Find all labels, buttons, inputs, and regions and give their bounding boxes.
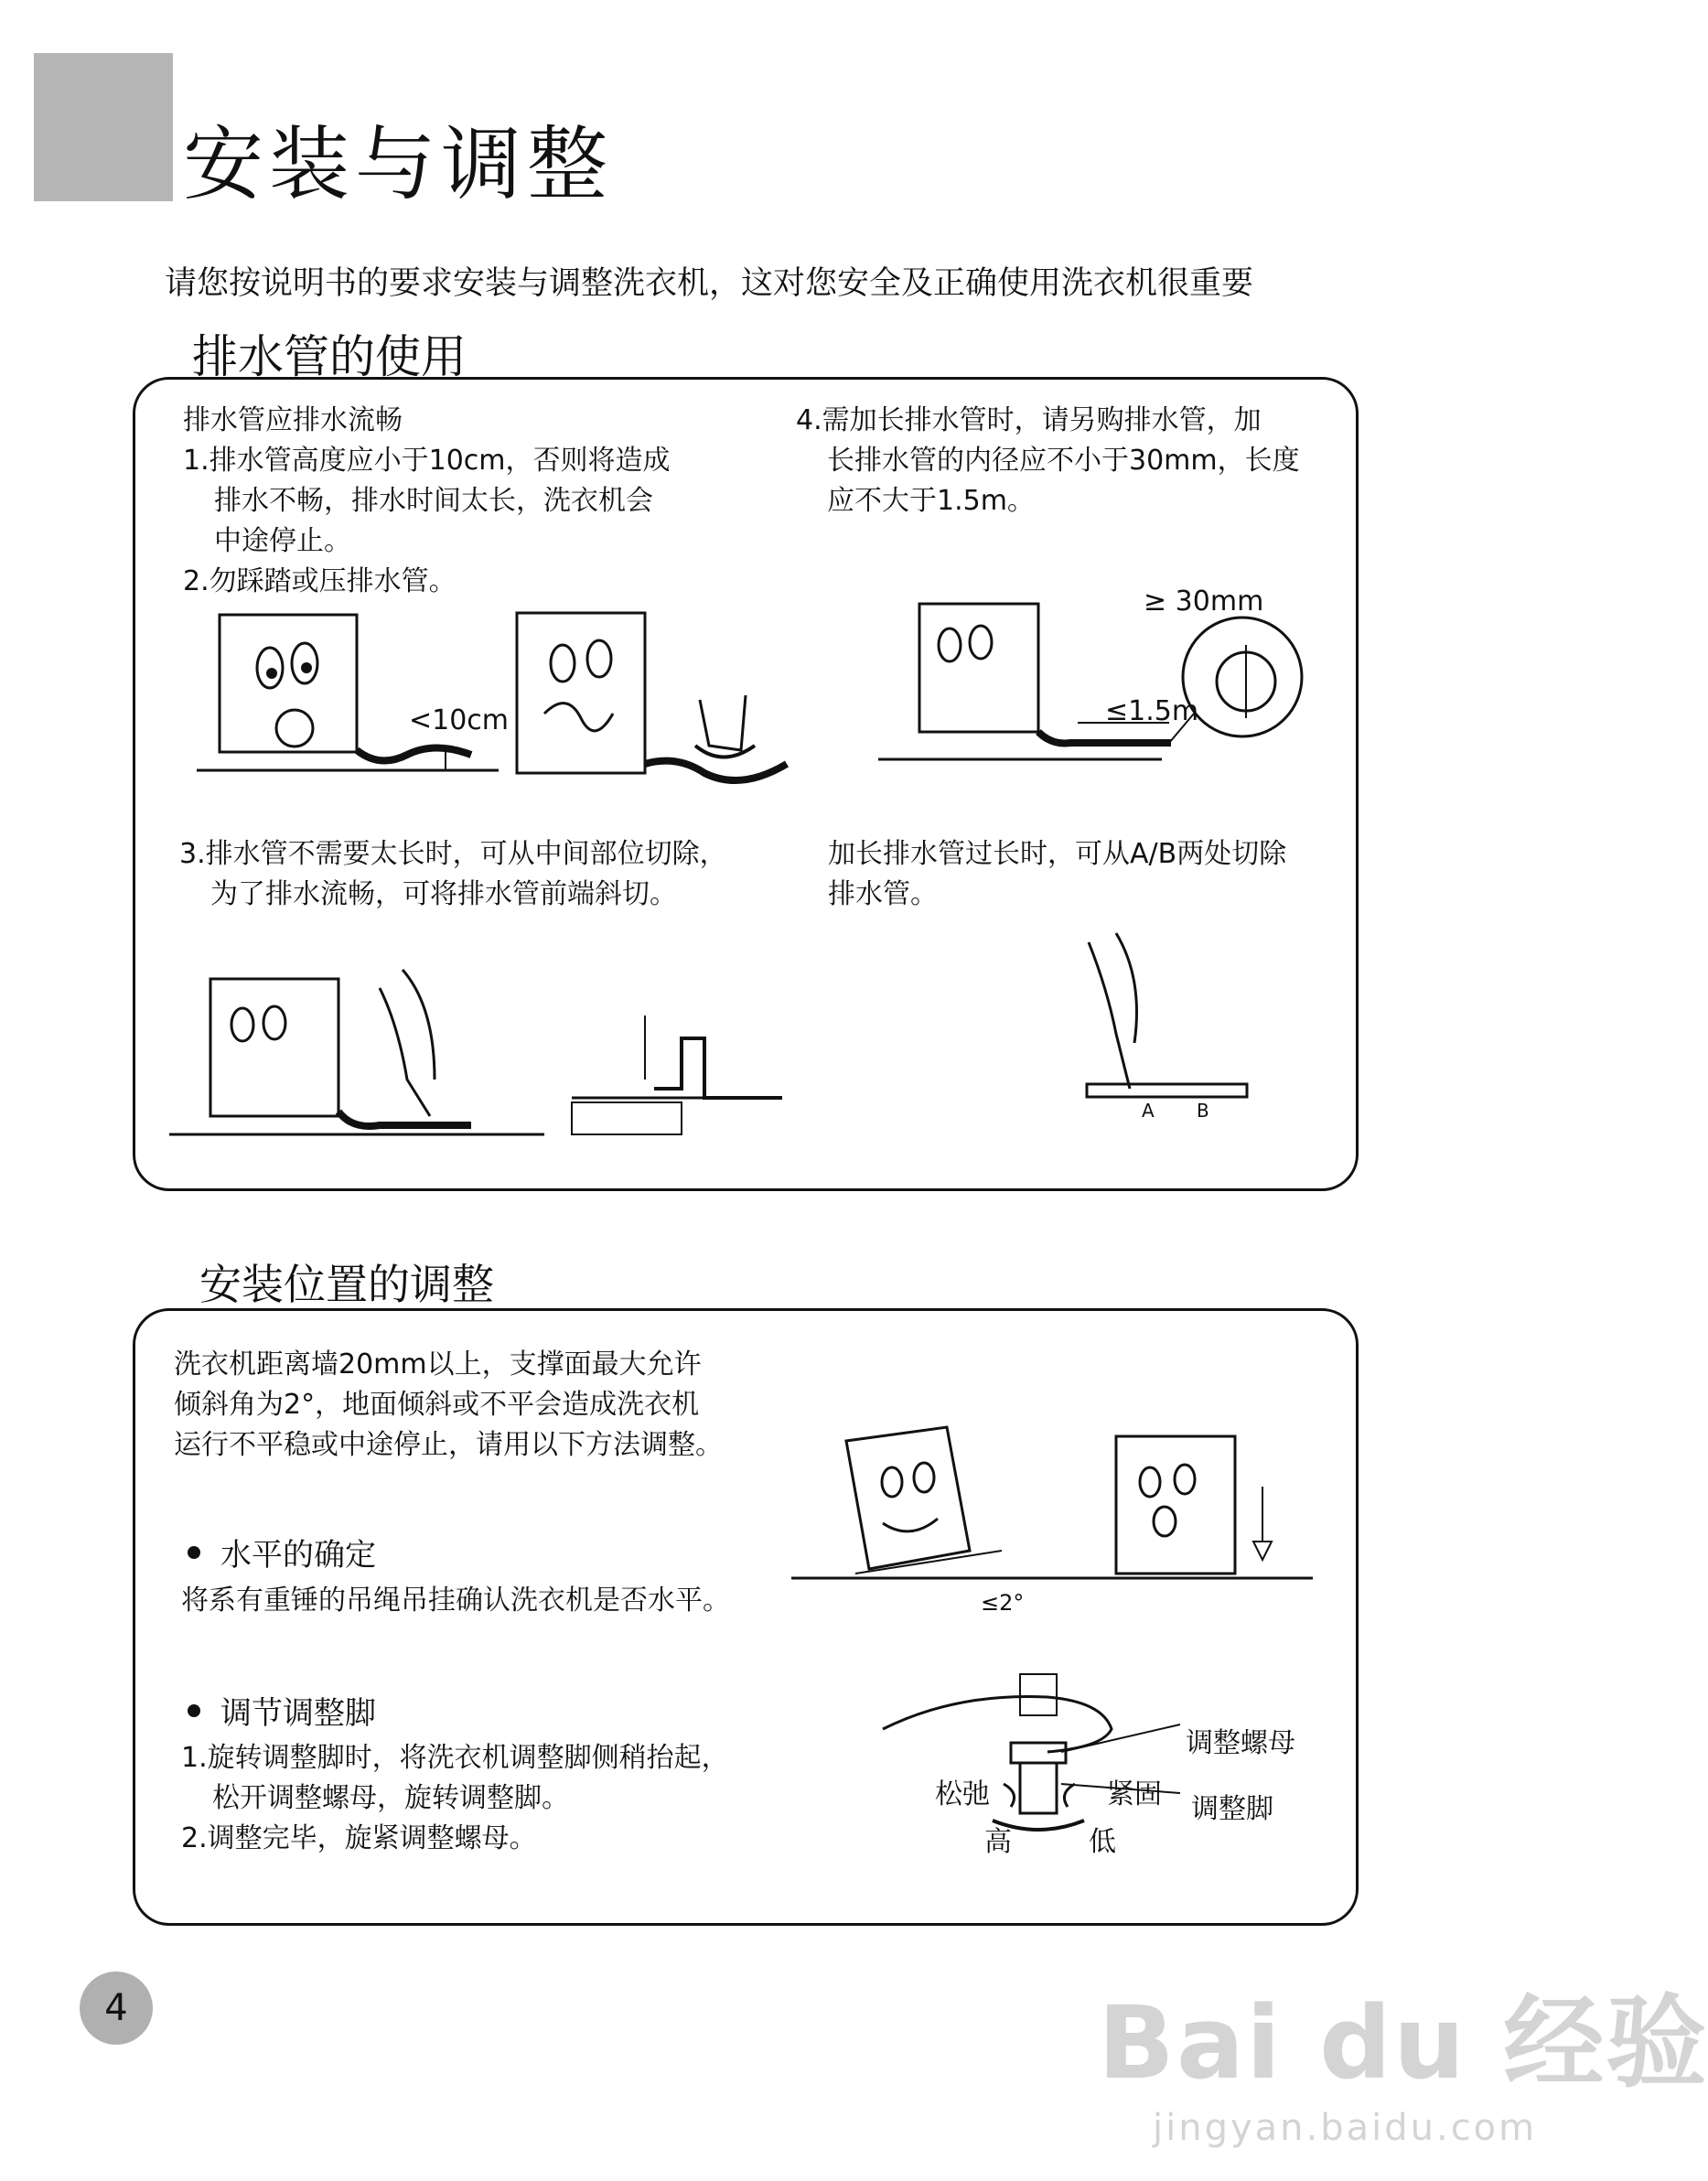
- page-number: 4: [80, 1971, 153, 2045]
- drain-item3-text: [179, 834, 727, 915]
- foot-line3: 2.调整完毕，旋紧调整螺母。: [181, 1822, 537, 1854]
- page-title: 安装与调整: [183, 117, 614, 211]
- position-intro-line2: 倾斜角为2°，地面倾斜或不平会造成洗衣机: [174, 1389, 700, 1421]
- label-tighten: 紧固: [1107, 1778, 1162, 1810]
- watermark-logo: Bai du 经验: [1098, 1984, 1708, 2101]
- label-angle: ≤2°: [981, 1590, 1025, 1616]
- section-position-heading: 安装位置的调整: [199, 1260, 494, 1309]
- bullet-dot: [188, 1546, 200, 1559]
- illustration-adjust-foot: [883, 1674, 1185, 1857]
- header-gray-block: [34, 53, 173, 201]
- illustration-cut-hose: [169, 951, 581, 1144]
- level-title-text: 水平的确定: [220, 1537, 376, 1574]
- label-length-limit: ≤1.5m: [1105, 695, 1199, 727]
- label-nut: 调整螺母: [1186, 1727, 1295, 1759]
- label-high: 高: [984, 1826, 1012, 1858]
- drain-item1-line2: 排水不畅，排水时间太长，洗衣机会: [214, 485, 653, 517]
- label-diameter: ≥ 30mm: [1144, 586, 1264, 618]
- intro-text: 请您按说明书的要求安装与调整洗衣机，这对您安全及正确使用洗衣机很重要: [165, 265, 1254, 302]
- foot-title: [188, 1688, 376, 1733]
- watermark: [1098, 1962, 1708, 2149]
- drain-item1-line1: 1.排水管高度应小于10cm，否则将造成: [183, 445, 671, 477]
- drain-extension-text: [828, 834, 1286, 915]
- drain-left-text: [183, 401, 671, 602]
- drain-item4-line2: 长排水管的内径应不小于30mm，长度: [827, 445, 1300, 477]
- illustration-slant-cut: [572, 1015, 791, 1144]
- label-height-limit: <10cm: [409, 704, 510, 736]
- drain-extension-line1: 加长排水管过长时，可从A/B两处切除: [828, 838, 1287, 870]
- level-title: [188, 1530, 376, 1574]
- drain-item4-line3: 应不大于1.5m。: [827, 485, 1035, 517]
- drain-lead: 排水管应排水流畅: [183, 404, 403, 436]
- drain-item4-line1: 4.需加长排水管时，请另购排水管，加: [796, 404, 1262, 436]
- section-drain-heading: 排水管的使用: [192, 330, 467, 383]
- illustration-leveling: [791, 1413, 1322, 1615]
- foot-title-text: 调节调整脚: [220, 1695, 376, 1732]
- level-text: 将系有重锤的吊绳吊挂确认洗衣机是否水平。: [181, 1585, 730, 1617]
- label-cut-a: A: [1142, 1100, 1155, 1122]
- foot-text: [181, 1738, 729, 1859]
- drain-right-text: [796, 401, 1300, 521]
- label-loosen: 松弛: [935, 1778, 990, 1810]
- illustration-ab-cut: [1080, 933, 1262, 1116]
- label-cut-b: B: [1197, 1100, 1209, 1122]
- drain-item3-line1: 3.排水管不需要太长时，可从中间部位切除，: [179, 838, 727, 870]
- position-intro-line1: 洗衣机距离墙20mm以上，支撑面最大允许: [174, 1348, 702, 1381]
- position-intro-line3: 运行不平稳或中途停止，请用以下方法调整。: [174, 1429, 723, 1461]
- drain-item2: 2.勿踩踏或压排水管。: [183, 565, 457, 597]
- position-intro: [174, 1345, 723, 1466]
- drain-item3-line2: 为了排水流畅，可将排水管前端斜切。: [210, 878, 677, 910]
- bullet-dot: [188, 1704, 200, 1717]
- label-low: 低: [1089, 1826, 1116, 1858]
- foot-line2: 松开调整螺母，旋转调整脚。: [212, 1782, 569, 1814]
- drain-extension-line2: 排水管。: [828, 878, 938, 910]
- foot-line1: 1.旋转调整脚时，将洗衣机调整脚侧稍抬起，: [181, 1742, 729, 1774]
- drain-item1-line3: 中途停止。: [214, 525, 351, 557]
- watermark-url: jingyan.baidu.com: [1153, 2107, 1538, 2149]
- illustration-no-step: [512, 608, 805, 800]
- label-foot: 调整脚: [1191, 1793, 1273, 1825]
- illustration-hose-height: [197, 604, 508, 778]
